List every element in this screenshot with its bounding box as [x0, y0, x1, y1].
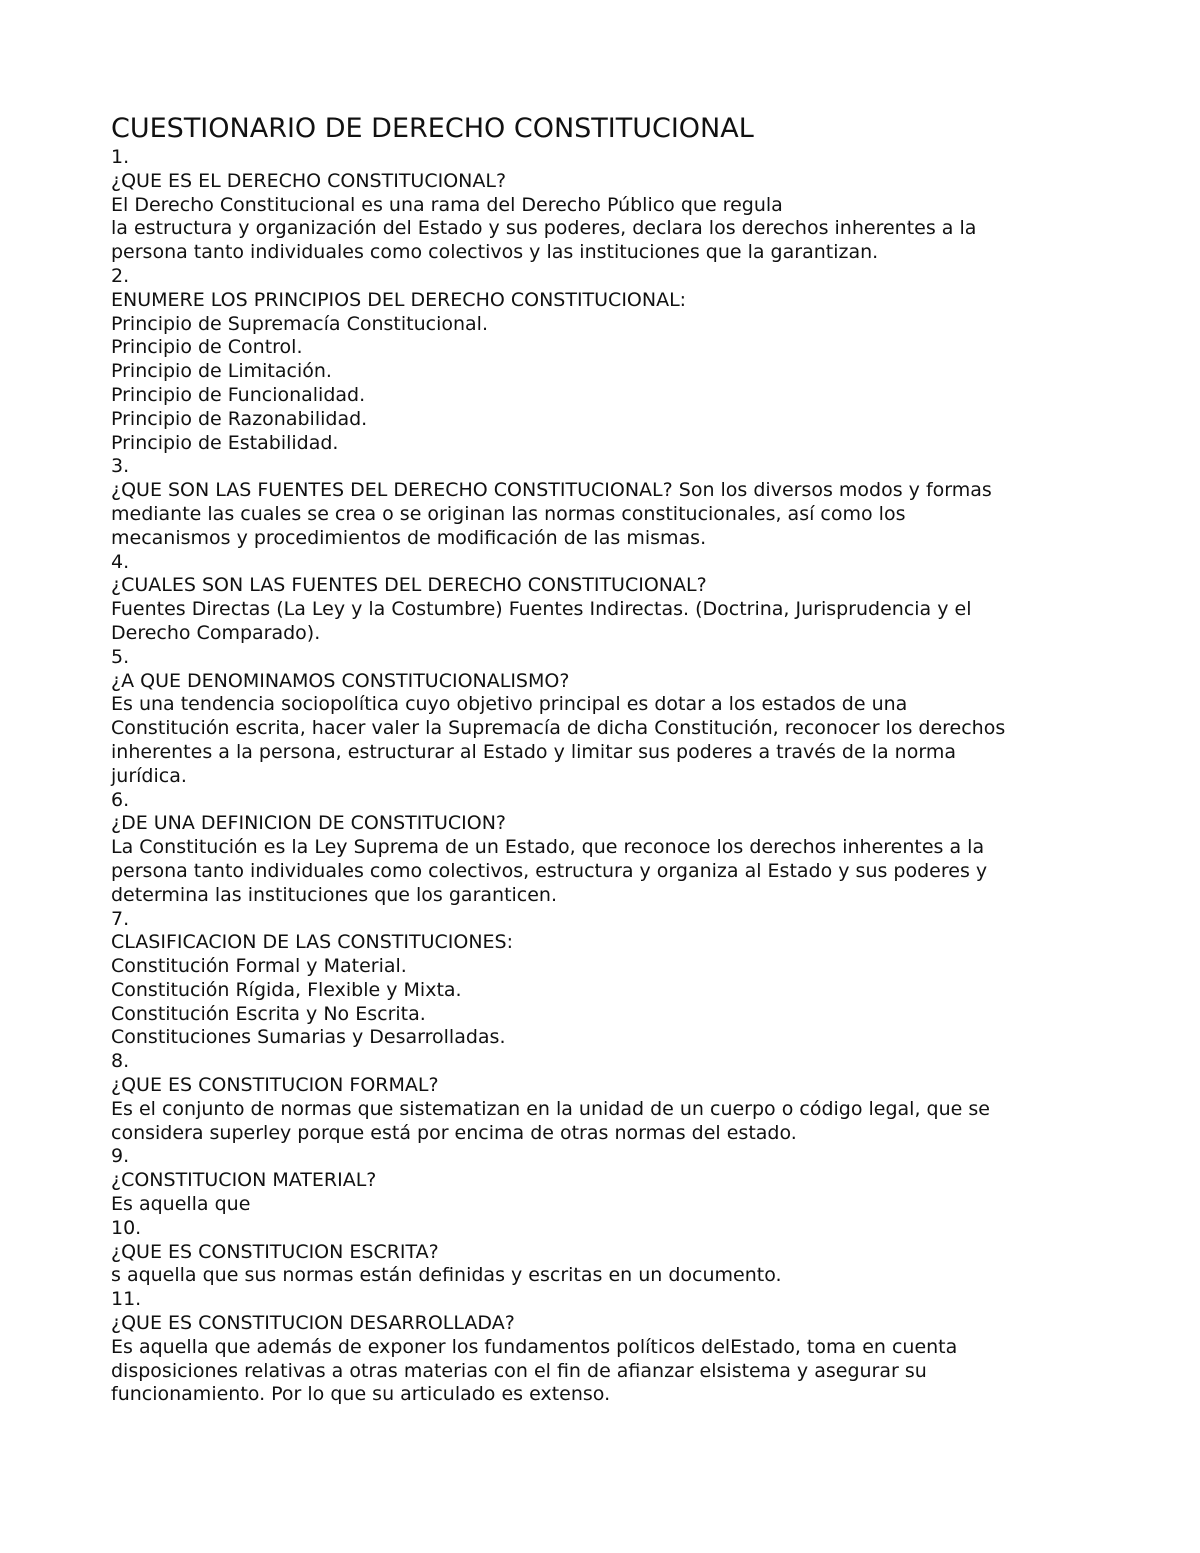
question-text: ENUMERE LOS PRINCIPIOS DEL DERECHO CONSTITUCIONAL:	[111, 288, 687, 311]
answer-line: Principio de Supremacía Constitucional.	[111, 312, 488, 335]
question-block	[111, 908, 1111, 1051]
question-block	[111, 1288, 1111, 1407]
answer-line: Fuentes Directas (La Ley y la Costumbre) Fuentes Indirectas. (Doctrina, Jurisprudencia y el	[111, 598, 972, 621]
answer-line: funcionamiento. Por lo que su articulado es extenso.	[111, 1383, 611, 1406]
question-text: ¿CUALES SON LAS FUENTES DEL DERECHO CONSTITUCIONAL?	[111, 574, 707, 597]
question-number: 1.	[111, 146, 130, 168]
answer-line: Constitución Formal y Material.	[111, 955, 407, 978]
answer-line: jurídica.	[111, 764, 187, 787]
question-block	[111, 1050, 1111, 1145]
answer-line: Constitución escrita, hacer valer la Supremacía de dicha Constitución, reconocer los derechos	[111, 717, 1006, 740]
answer-line: El Derecho Constitucional es una rama del Derecho Público que regula	[111, 193, 783, 216]
question-text: ¿CONSTITUCION MATERIAL?	[111, 1169, 377, 1192]
question-text: ¿QUE ES EL DERECHO CONSTITUCIONAL?	[111, 169, 507, 192]
answer-line: Es el conjunto de normas que sistematizan en la unidad de un cuerpo o código legal, que se	[111, 1097, 990, 1120]
answer-line: persona tanto individuales como colectivos, estructura y organiza al Estado y sus poderes y	[111, 859, 988, 882]
answer-line: Es una tendencia sociopolítica cuyo objetivo principal es dotar a los estados de una	[111, 693, 908, 716]
answer-line: determina las instituciones que los garanticen.	[111, 883, 558, 906]
answer-line: inherentes a la persona, estructurar al Estado y limitar sus poderes a través de la norma	[111, 740, 956, 763]
question-number: 9.	[111, 1145, 130, 1168]
answer-line: La Constitución es la Ley Suprema de un Estado, que reconoce los derechos inherentes a la	[111, 836, 985, 859]
answer-line: Principio de Control.	[111, 336, 303, 359]
document-page	[111, 112, 1111, 1407]
answer-line: Derecho Comparado).	[111, 621, 321, 644]
answer-line: Es aquella que	[111, 1193, 251, 1216]
question-block	[111, 789, 1111, 908]
question-number: 4.	[111, 550, 130, 573]
answer-line: Constitución Rígida, Flexible y Mixta.	[111, 978, 462, 1001]
question-block	[111, 646, 1111, 789]
answer-line: Principio de Funcionalidad.	[111, 383, 366, 406]
answer-line: mecanismos y procedimientos de modificación de las mismas.	[111, 526, 707, 549]
answer-line: persona tanto individuales como colectivos y las instituciones que la garantizan.	[111, 241, 879, 264]
answer-line: s aquella que sus normas están definidas y escritas en un documento.	[111, 1264, 782, 1287]
answer-line: considera superley porque está por encima de otras normas del estado.	[111, 1121, 797, 1144]
questions-list	[111, 146, 1111, 1407]
answer-line: Principio de Limitación.	[111, 360, 332, 383]
question-block	[111, 146, 1111, 265]
question-block	[111, 551, 1111, 646]
answer-line: disposiciones relativas a otras materias con el fin de afianzar elsistema y asegurar su	[111, 1359, 927, 1382]
question-text: ¿A QUE DENOMINAMOS CONSTITUCIONALISMO?	[111, 669, 570, 692]
question-block	[111, 265, 1111, 455]
answer-line: Constituciones Sumarias y Desarrolladas.	[111, 1026, 506, 1049]
question-number: 8.	[111, 1050, 130, 1073]
question-number: 3.	[111, 455, 130, 478]
answer-line: la estructura y organización del Estado y sus poderes, declara los derechos inherentes a la	[111, 217, 977, 240]
answer-line: Principio de Estabilidad.	[111, 431, 339, 454]
answer-line: Principio de Razonabilidad.	[111, 407, 368, 430]
question-number: 10.	[111, 1216, 142, 1239]
question-text: ¿DE UNA DEFINICION DE CONSTITUCION?	[111, 812, 506, 835]
question-text: ¿QUE SON LAS FUENTES DEL DERECHO CONSTITUCIONAL? Son los diversos modos y formas	[111, 479, 992, 502]
question-text: ¿QUE ES CONSTITUCION FORMAL?	[111, 1074, 439, 1097]
question-number: 7.	[111, 907, 130, 930]
answer-line: Es aquella que además de exponer los fundamentos políticos delEstado, toma en cuenta	[111, 1335, 958, 1358]
question-number: 2.	[111, 264, 130, 287]
question-block	[111, 1145, 1111, 1216]
document-title: CUESTIONARIO DE DERECHO CONSTITUCIONAL	[111, 113, 754, 144]
question-text: ¿QUE ES CONSTITUCION ESCRITA?	[111, 1240, 439, 1263]
question-number: 6.	[111, 788, 130, 811]
question-block	[111, 1217, 1111, 1288]
question-text: CLASIFICACION DE LAS CONSTITUCIONES:	[111, 931, 514, 954]
question-block	[111, 455, 1111, 550]
question-text: ¿QUE ES CONSTITUCION DESARROLLADA?	[111, 1312, 515, 1335]
question-number: 5.	[111, 645, 130, 668]
answer-line: Constitución Escrita y No Escrita.	[111, 1002, 426, 1025]
answer-line: mediante las cuales se crea o se originan las normas constitucionales, así como los	[111, 502, 906, 525]
question-number: 11.	[111, 1288, 142, 1311]
